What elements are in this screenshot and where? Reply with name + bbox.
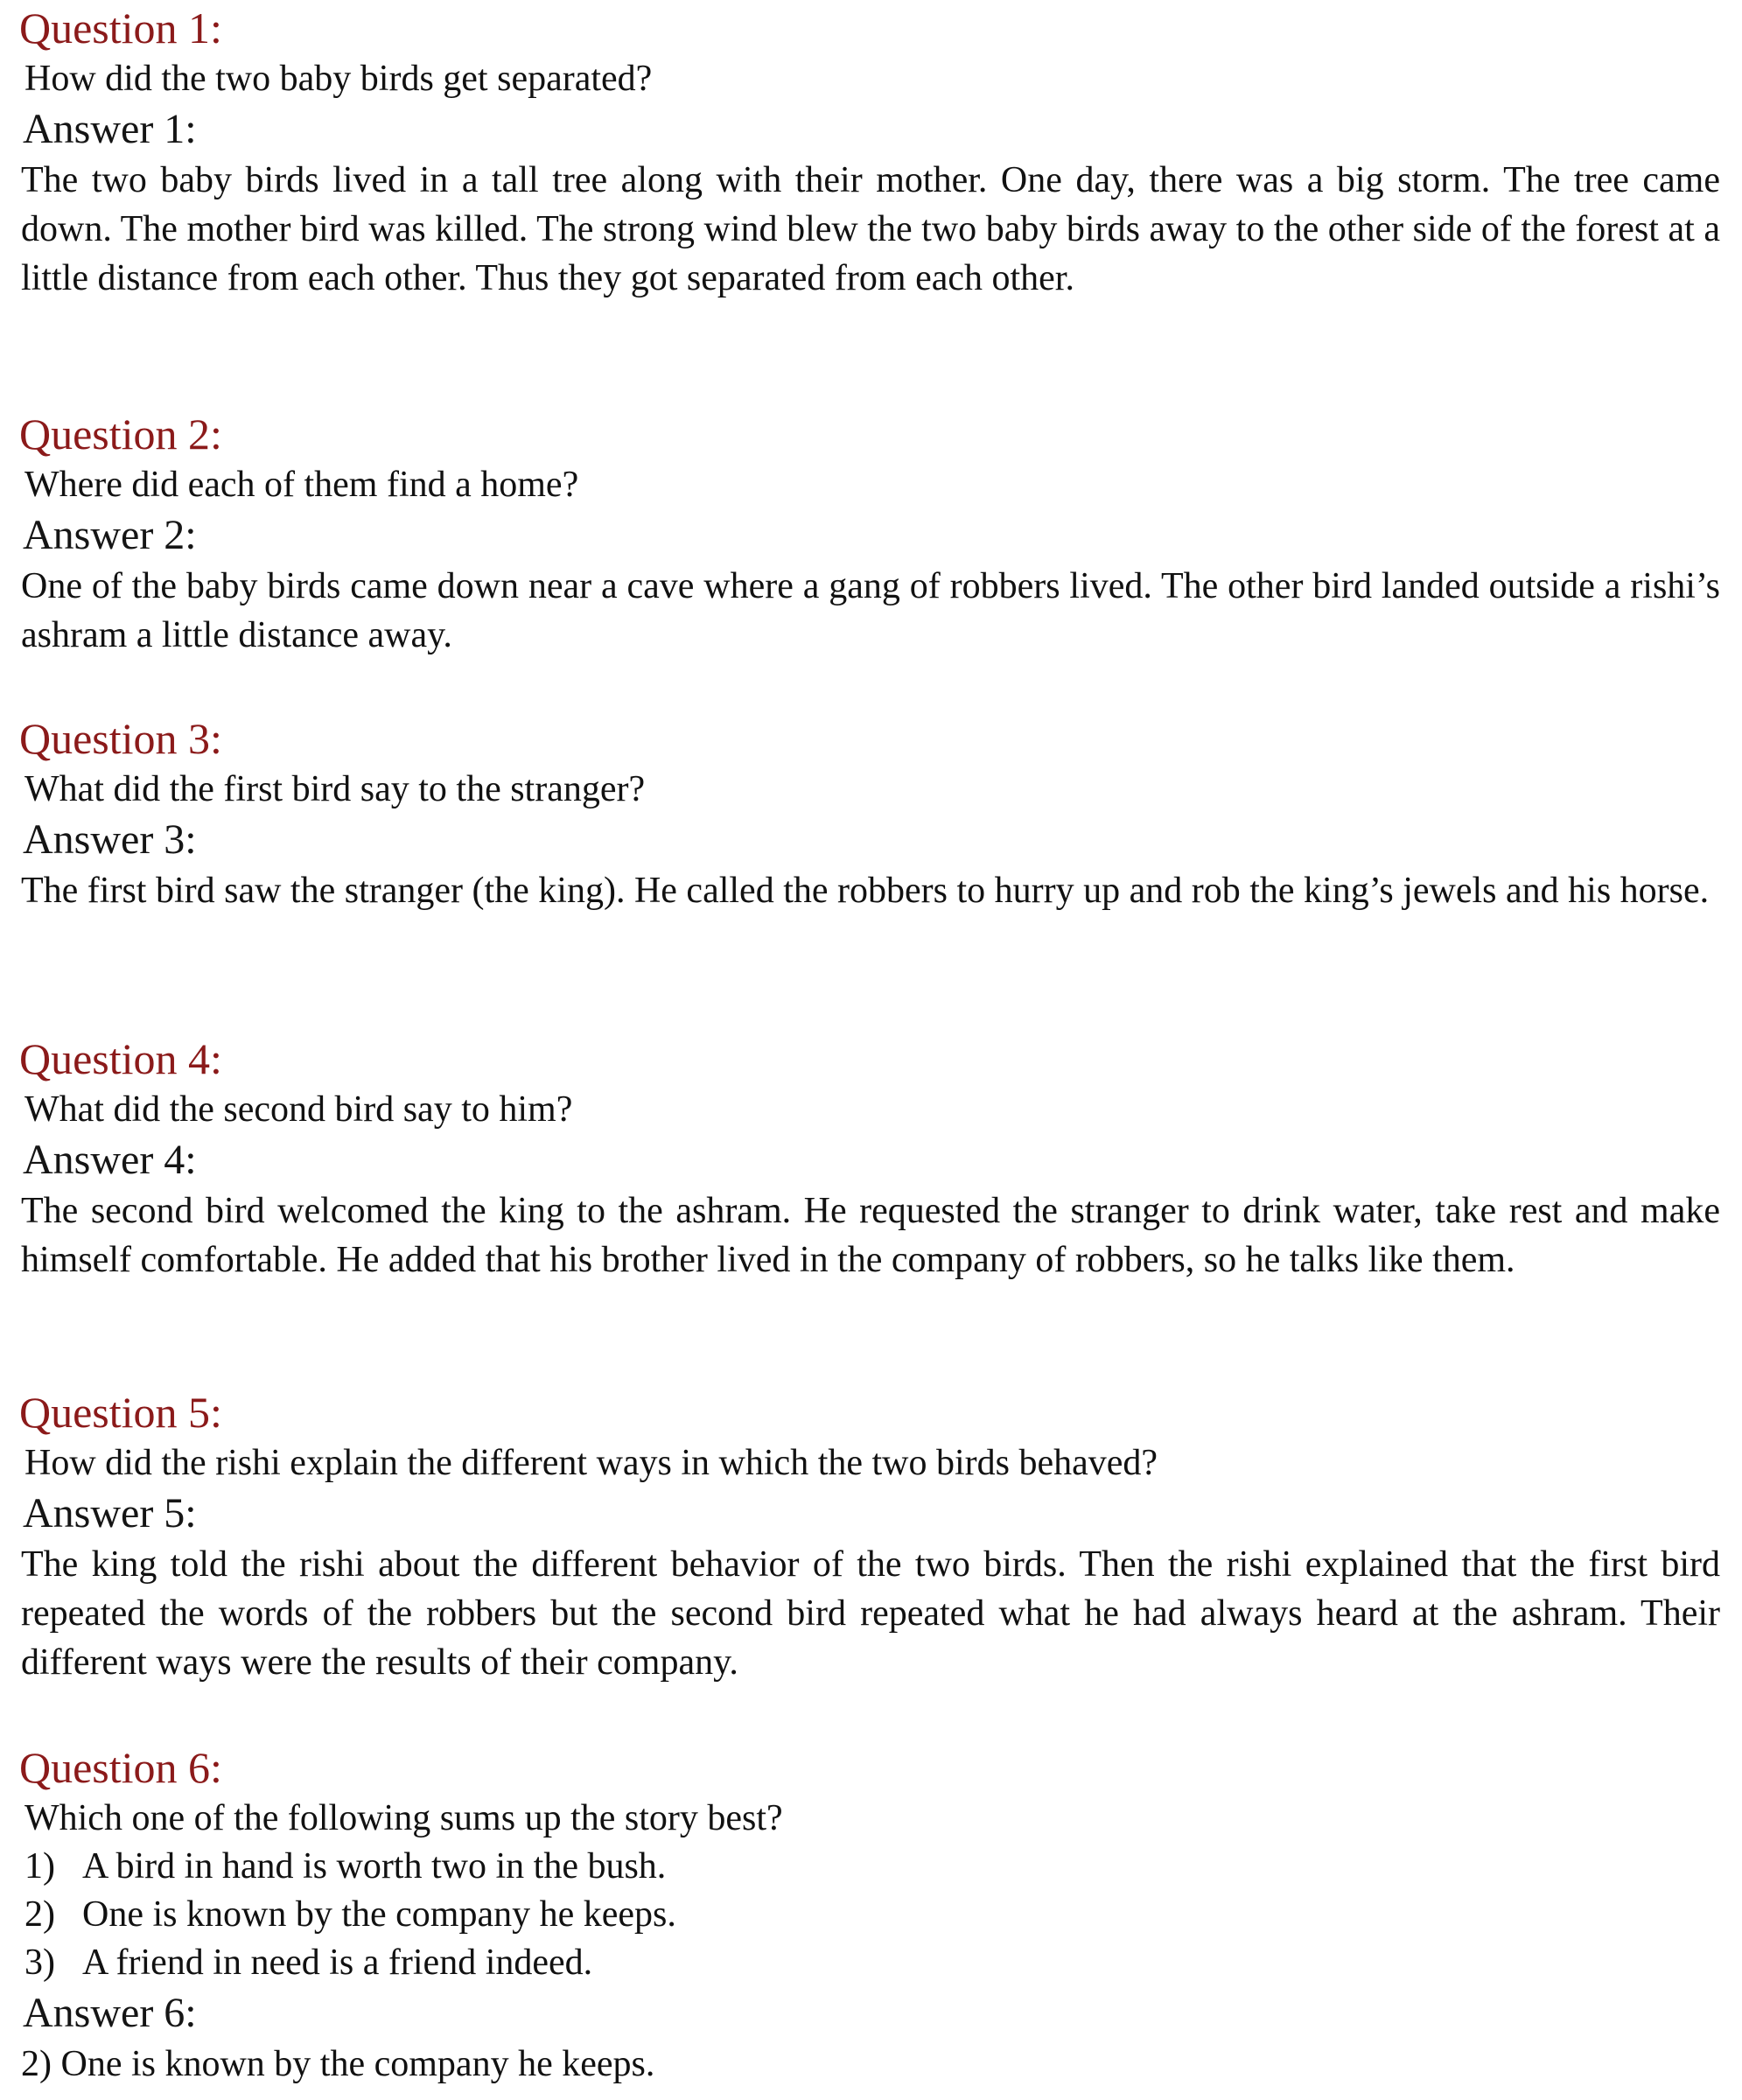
option-number: 1) [24, 1846, 55, 1886]
question-text: How did the two baby birds get separated? [24, 59, 653, 99]
question-heading: Question 1: [19, 4, 222, 52]
question-text: Which one of the following sums up the story best? [24, 1798, 783, 1838]
answer-text: The first bird saw the stranger (the king). He called the robbers to hurry up and rob the king’s jewels and his horse. [21, 871, 1710, 911]
qa-block-3 [19, 712, 1725, 915]
qa-block-6 [19, 1741, 1725, 2089]
question-heading: Question 2: [19, 410, 222, 458]
option-text: One is known by the company he keeps. [82, 1894, 676, 1935]
question-text: What did the first bird say to the stranger? [24, 769, 646, 809]
question-text: What did the second bird say to him? [24, 1089, 573, 1130]
answer-text: 2) One is known by the company he keeps. [21, 2044, 655, 2084]
question-heading: Question 4: [19, 1034, 222, 1083]
question-heading: Question 5: [19, 1388, 222, 1437]
option-item [24, 1939, 1725, 1987]
qa-block-4 [19, 1032, 1725, 1284]
option-item [24, 1891, 1725, 1939]
qa-block-5 [19, 1386, 1725, 1687]
answer-heading: Answer 2: [23, 512, 197, 558]
answer-text: The king told the rishi about the different behavior of the two birds. Then the rishi explained that the first bird repeated the words of the robbers but the second bird repeated what he had always heard at the ashram. Their different ways were the results of their company. [21, 1544, 1720, 1683]
question-heading: Question 6: [19, 1743, 222, 1792]
question-text: Where did each of them find a home? [24, 465, 579, 505]
answer-heading: Answer 5: [23, 1490, 197, 1536]
answer-heading: Answer 4: [23, 1137, 197, 1183]
question-text: How did the rishi explain the different ways in which the two birds behaved? [24, 1443, 1158, 1483]
option-number: 2) [24, 1894, 55, 1935]
qa-block-1 [19, 2, 1725, 303]
question-heading: Question 3: [19, 714, 222, 763]
answer-heading: Answer 3: [23, 816, 197, 863]
answer-text: One of the baby birds came down near a cave where a gang of robbers lived. The other bird landed outside a rishi’s ashram a little distance away. [21, 566, 1720, 655]
option-item [24, 1843, 1725, 1891]
option-number: 3) [24, 1942, 55, 1983]
qa-block-2 [19, 408, 1725, 660]
answer-heading: Answer 6: [23, 1990, 197, 2036]
answer-text: The two baby birds lived in a tall tree along with their mother. One day, there was a big storm. The tree came down. The mother bird was killed. The strong wind blew the two baby birds away to the other side of the forest at a little distance from each other. Thus they got separated from each other. [21, 160, 1720, 298]
option-text: A friend in need is a friend indeed. [82, 1942, 593, 1983]
answer-heading: Answer 1: [23, 106, 197, 152]
option-text: A bird in hand is worth two in the bush. [82, 1846, 667, 1886]
option-list [19, 1843, 1725, 1987]
answer-text: The second bird welcomed the king to the ashram. He requested the stranger to drink water, take rest and make himself comfortable. He added that his brother lived in the company of robbers, so he talks like them. [21, 1191, 1720, 1280]
